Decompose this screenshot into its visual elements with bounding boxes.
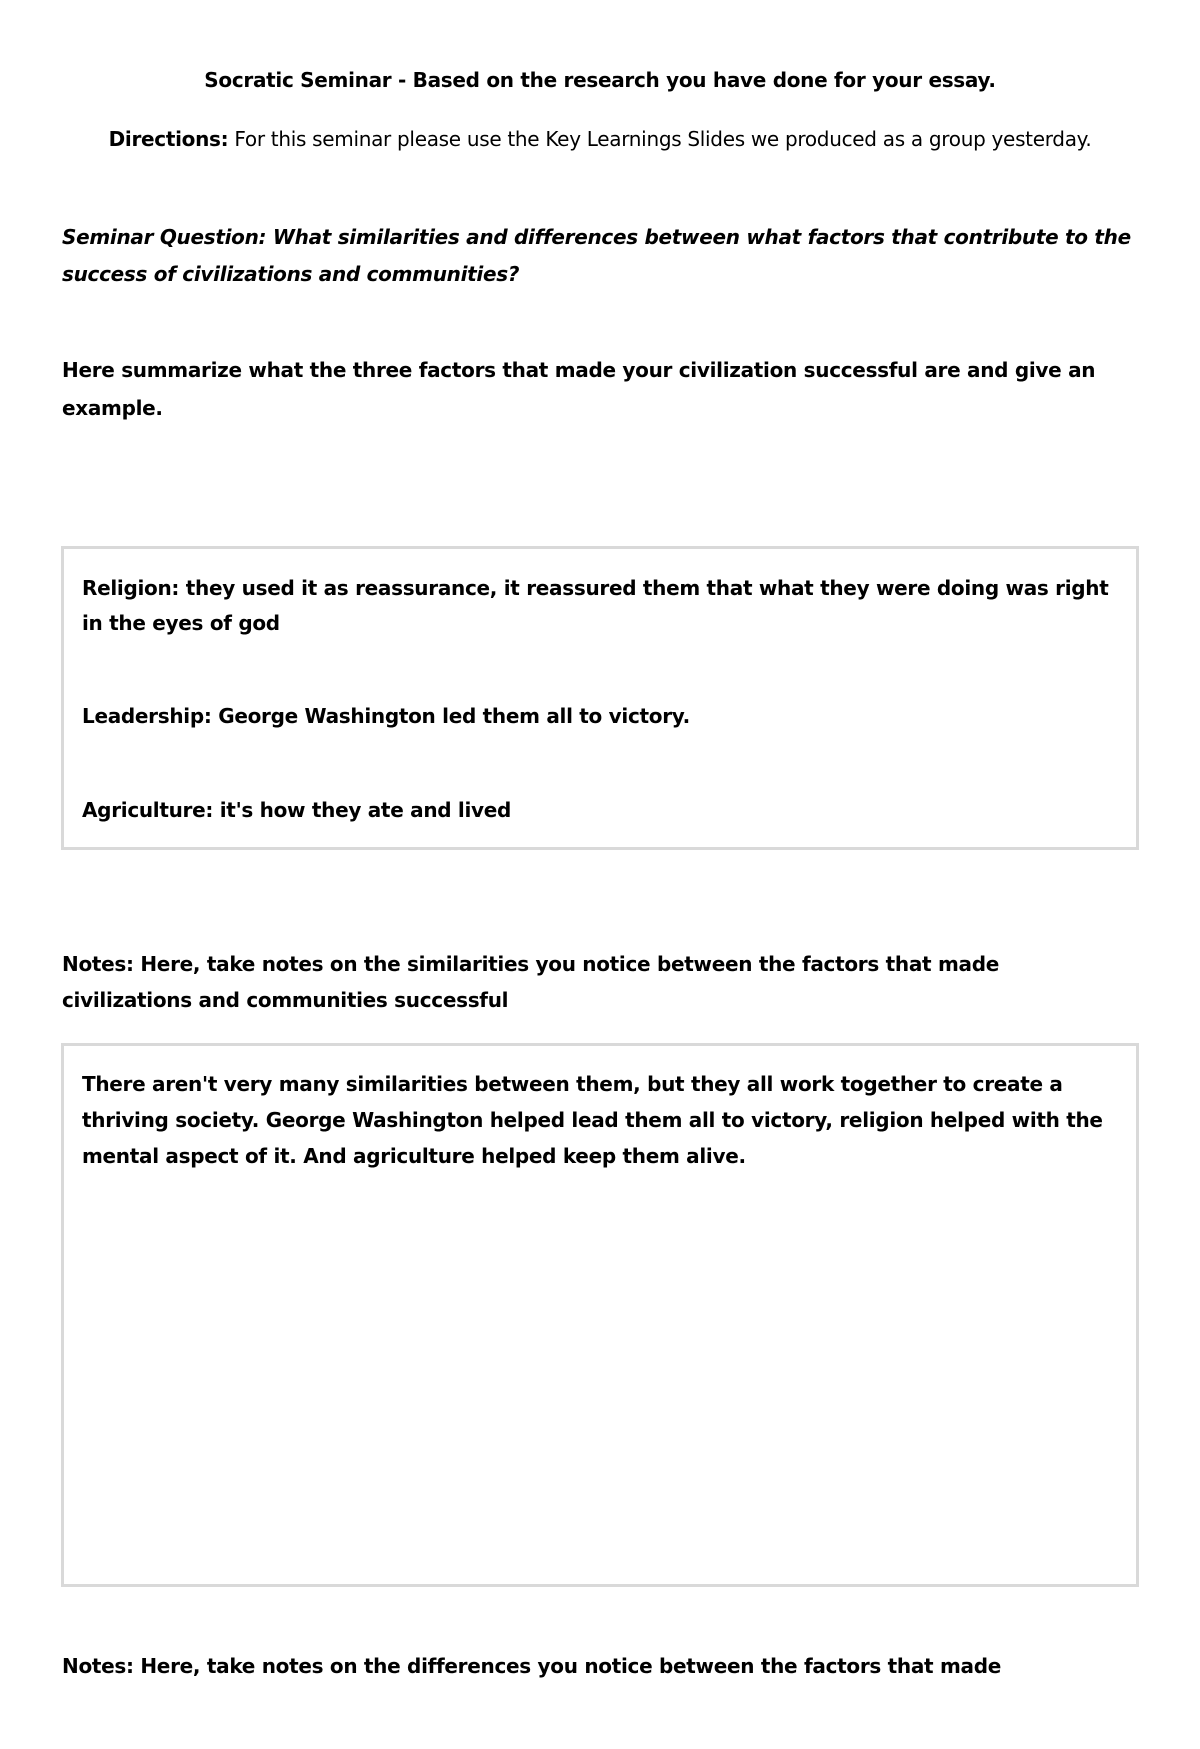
summary-answer-box[interactable]	[61, 546, 1139, 850]
factor-agriculture: Agriculture: it's how they ate and lived	[82, 798, 512, 822]
directions-text: For this seminar please use the Key Learnings Slides we produced as a group yesterday.	[228, 127, 1092, 151]
similarities-prompt: Notes: Here, take notes on the similarities you notice between the factors that made civilizations and communities successful	[62, 952, 999, 1012]
directions-label: Directions:	[108, 127, 229, 151]
similarities-answer-box[interactable]	[61, 1043, 1139, 1587]
page-title: Socratic Seminar - Based on the research you have done for your essay.	[204, 68, 996, 92]
factor-religion: Religion: they used it as reassurance, it reassured them that what they were doing was right in the eyes of god	[82, 576, 1109, 635]
factor-leadership: Leadership: George Washington led them all to victory.	[82, 704, 690, 728]
similarities-answer: There aren't very many similarities between them, but they all work together to create a thriving society. George Washington helped lead them all to victory, religion helped with the mental aspect of it. And agriculture helped keep them alive.	[82, 1072, 1103, 1168]
differences-prompt: Notes: Here, take notes on the differences you notice between the factors that made	[62, 1654, 1001, 1678]
directions	[80, 121, 1120, 158]
summary-prompt: Here summarize what the three factors that made your civilization successful are and give an example.	[62, 358, 1096, 420]
seminar-question: Seminar Question: What similarities and differences between what factors that contribute to the success of civilizations and communities?	[62, 225, 1131, 286]
